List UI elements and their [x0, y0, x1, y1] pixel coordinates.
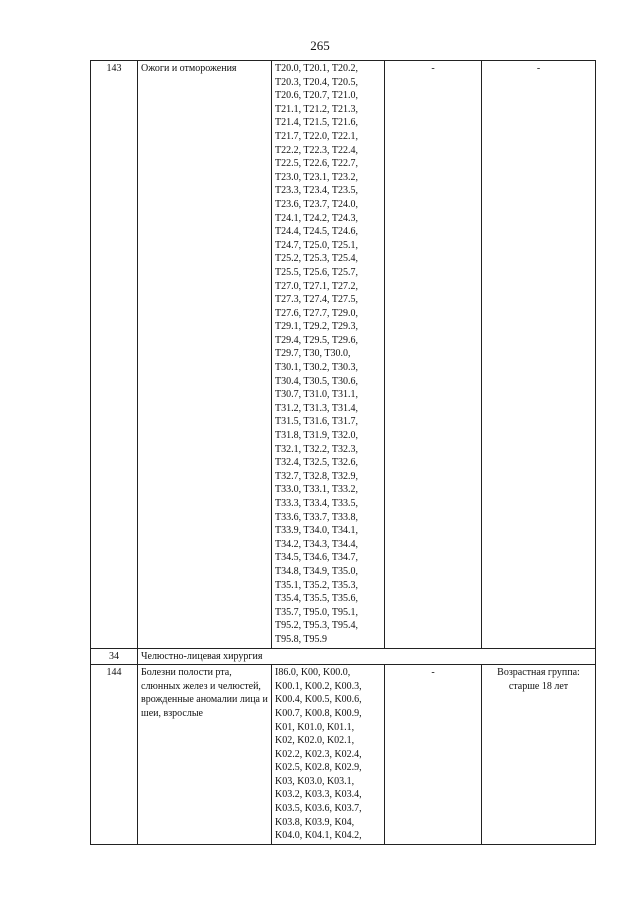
icd-code-line: T21.7, T22.0, T22.1, [275, 130, 358, 142]
section-row [91, 648, 596, 665]
icd-code-line: T32.7, T32.8, T32.9, [275, 470, 358, 482]
icd-code-line: T25.5, T25.6, T25.7, [275, 266, 358, 278]
row-number: 144 [91, 665, 138, 845]
icd-code-line: T31.8, T31.9, T32.0, [275, 430, 358, 442]
icd-code-line: T35.1, T35.2, T35.3, [275, 579, 358, 591]
icd-code-line: K03.8, K03.9, K04, [275, 816, 355, 828]
icd-code-line: T35.7, T95.0, T95.1, [275, 606, 358, 618]
icd-code-line: K03, K03.0, K03.1, [275, 775, 355, 787]
icd-code-line: T27.0, T27.1, T27.2, [275, 280, 358, 292]
icd-code-line: K02.2, K02.3, K02.4, [275, 748, 362, 760]
icd-code-line: T29.7, T30, T30.0, [275, 348, 351, 360]
icd-code-line: K02, K02.0, K02.1, [275, 735, 355, 747]
diagnosis-group-name: Ожоги и отморожения [138, 61, 272, 649]
diagnosis-group-name: Болезни полости рта, слюнных желез и челюстей, врожденные аномалии лица и шеи, взрослые [138, 665, 272, 845]
icd-code-line: T30.7, T31.0, T31.1, [275, 389, 358, 401]
icd-code-line: T35.4, T35.5, T35.6, [275, 593, 358, 605]
other-criteria: Возрастная группа: старше 18 лет [482, 665, 596, 845]
icd-code-line: T24.4, T24.5, T24.6, [275, 226, 358, 238]
icd-code-line: T33.3, T33.4, T33.5, [275, 498, 358, 509]
icd-code-line: T21.1, T21.2, T21.3, [275, 103, 358, 115]
icd-code-line: T34.5, T34.6, T34.7, [275, 552, 358, 564]
codes-table [90, 60, 596, 845]
icd-code-line: T23.6, T23.7, T24.0, [275, 198, 358, 210]
icd-code-line: T33.6, T33.7, T33.8, [275, 511, 358, 523]
icd-code-line: T95.8, T95.9 [275, 633, 328, 645]
extra-criteria: - [385, 61, 482, 649]
section-number: 34 [91, 648, 138, 665]
icd-code-line: T32.1, T32.2, T32.3, [275, 443, 358, 455]
icd-code-line: K01, K01.0, K01.1, [275, 721, 355, 733]
icd-code-line: T21.4, T21.5, T21.6, [275, 117, 358, 129]
other-criteria: - [482, 61, 596, 649]
section-title: Челюстно-лицевая хирургия [138, 648, 596, 665]
icd-code-line: K04.0, K04.1, K04.2, [275, 830, 362, 842]
icd-code-line: T34.8, T34.9, T35.0, [275, 565, 358, 577]
icd-code-line: T31.2, T31.3, T31.4, [275, 402, 358, 414]
icd-code-line: T25.2, T25.3, T25.4, [275, 253, 358, 265]
icd-code-line: T23.3, T23.4, T23.5, [275, 185, 358, 197]
icd-code-line: K00.1, K00.2, K00.3, [275, 680, 362, 692]
icd-code-line: K03.5, K03.6, K03.7, [275, 803, 362, 815]
page-number: 265 [310, 38, 330, 53]
icd-code-line: T27.3, T27.4, T27.5, [275, 294, 358, 306]
icd-codes-cell [272, 665, 385, 845]
icd-code-line: T31.5, T31.6, T31.7, [275, 416, 358, 428]
icd-code-line: T22.5, T22.6, T22.7, [275, 158, 358, 170]
icd-code-line: T33.0, T33.1, T33.2, [275, 484, 358, 496]
icd-code-line: K00.7, K00.8, K00.9, [275, 707, 362, 719]
icd-code-line: T27.6, T27.7, T29.0, [275, 307, 358, 319]
extra-criteria: - [385, 665, 482, 845]
icd-code-line: T20.3, T20.4, T20.5, [275, 76, 358, 88]
icd-code-line: T29.1, T29.2, T29.3, [275, 321, 358, 333]
icd-codes-cell [272, 61, 385, 649]
icd-code-line: T34.2, T34.3, T34.4, [275, 538, 358, 550]
icd-code-line: T32.4, T32.5, T32.6, [275, 457, 358, 469]
icd-code-line: T95.2, T95.3, T95.4, [275, 620, 358, 632]
icd-code-line: T30.1, T30.2, T30.3, [275, 362, 358, 374]
icd-code-line: T24.1, T24.2, T24.3, [275, 212, 358, 224]
icd-code-line: K03.2, K03.3, K03.4, [275, 789, 362, 801]
table-row [91, 665, 596, 845]
icd-code-line: T33.9, T34.0, T34.1, [275, 525, 358, 537]
icd-code-line: T20.0, T20.1, T20.2, [275, 63, 358, 74]
icd-code-line: T20.6, T20.7, T21.0, [275, 90, 358, 102]
table-row [91, 61, 596, 649]
icd-code-line: T24.7, T25.0, T25.1, [275, 239, 358, 251]
icd-code-line: T29.4, T29.5, T29.6, [275, 334, 358, 346]
icd-code-line: K00.4, K00.5, K00.6, [275, 694, 362, 706]
icd-code-line: I86.0, K00, K00.0, [275, 667, 351, 679]
row-number: 143 [91, 61, 138, 649]
icd-code-line: T22.2, T22.3, T22.4, [275, 144, 358, 156]
icd-code-line: T30.4, T30.5, T30.6, [275, 375, 358, 387]
icd-code-line: T23.0, T23.1, T23.2, [275, 171, 358, 183]
icd-code-line: K02.5, K02.8, K02.9, [275, 762, 362, 774]
